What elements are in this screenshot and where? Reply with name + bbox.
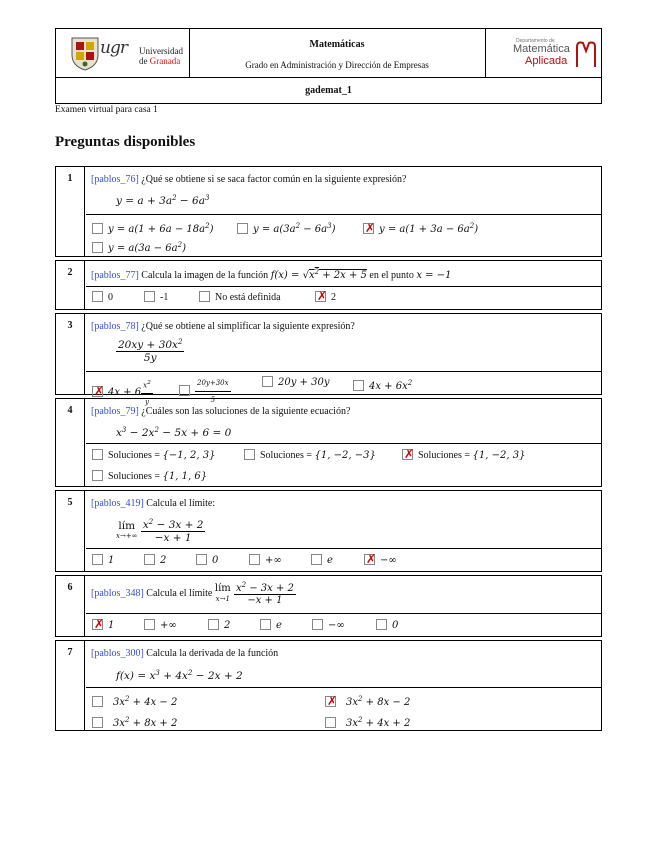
question-number: 1 [56,167,85,256]
question-id[interactable]: [pablos_78] [91,321,139,332]
answer-text: 2 [331,292,336,303]
answer-option-marked[interactable] [325,691,410,707]
question-number: 5 [56,491,85,571]
question-5 [55,490,602,572]
answer-text: $y = a(3a^2 - 6a^3)$ [253,222,336,235]
course-title: Matemáticas [309,39,365,50]
answer-checkbox[interactable] [353,380,364,391]
question-text [91,321,355,332]
university-name-line1: Universidad [139,46,183,56]
answer-checkbox[interactable] [262,376,273,387]
answer-label: Soluciones = [418,450,471,461]
answer-text: 1 [108,620,115,631]
answer-option[interactable] [237,218,335,234]
department-line1: Matemática [513,43,570,55]
department-mark-icon [575,39,597,69]
answer-checkbox-marked[interactable] [402,449,413,460]
question-7 [55,640,602,731]
answer-checkbox[interactable] [92,470,103,481]
answer-option-marked[interactable] [92,618,114,634]
exam-code: gademat_1 [305,85,352,96]
answer-checkbox[interactable] [196,554,207,565]
answer-option[interactable] [179,375,231,404]
question-id[interactable]: [pablos_419] [91,498,144,509]
answer-checkbox[interactable] [179,385,190,396]
department-small-label: Departamento de [516,38,555,44]
answer-text: e [327,555,333,566]
answer-text: 2 [160,555,167,566]
answer-option[interactable] [92,448,215,464]
question-number: 3 [56,314,85,394]
question-formula: $x^3 - 2x^2 - 5x + 6 = 0$ [116,426,232,439]
answer-text: 0 [212,555,219,566]
university-city: Granada [149,56,181,66]
answer-option[interactable] [92,469,207,485]
question-formula: lím x→1 $\frac{x^2 - 3x + 2}{-x + 1}$ [214,581,294,606]
department-line2: Aplicada [525,55,568,67]
answer-option[interactable] [92,553,114,569]
answer-text: 0 [108,292,113,303]
answer-option[interactable] [144,290,168,306]
answer-label: Soluciones = [108,471,161,482]
question-point: x = −1 [416,270,452,281]
answer-text: -1 [160,292,169,303]
question-formula: $f(x) = √x^2 + 2x + 5$ [270,268,367,281]
answer-text: $3x^2 + 4x - 2$ [113,695,178,708]
answer-text: $3x^2 + 8x + 2$ [113,716,178,729]
answer-checkbox[interactable] [311,554,322,565]
answer-option[interactable] [249,553,282,569]
question-text [91,498,215,509]
question-formula: $f(x) = x^3 + 4x^2 - 2x + 2$ [116,669,243,682]
answer-option[interactable] [92,691,177,707]
answer-text: 2 [224,620,231,631]
answer-option[interactable] [92,218,213,234]
question-prompt: Calcula el límite [146,588,213,599]
question-prompt: Calcula la imagen de la función [141,270,269,281]
exam-subtitle: Examen virtual para casa 1 [55,105,158,115]
answer-checkbox-marked[interactable] [325,696,336,707]
answer-option-marked[interactable] [402,448,525,464]
answer-option[interactable] [92,237,186,253]
question-prompt-mid: en el punto [369,270,414,281]
answer-option[interactable] [144,553,166,569]
question-4 [55,398,602,487]
answer-checkbox[interactable] [144,554,155,565]
answer-checkbox[interactable] [325,717,336,728]
answer-checkbox-marked[interactable] [92,619,103,630]
degree-name: Grado en Administración y Dirección de Empresas [245,60,429,70]
answer-text: 20y + 30y [278,377,330,388]
section-title: Preguntas disponibles [55,134,196,150]
answer-text: +∞ [265,555,282,566]
ugr-logo-text: ugr [100,38,127,58]
answer-text: +∞ [160,620,177,631]
answer-option[interactable] [199,290,281,306]
question-number: 6 [56,576,85,636]
question-text [91,648,278,659]
answer-checkbox[interactable] [208,619,219,630]
answer-text: $y = a(1 + 6a - 18a^2)$ [108,222,214,235]
answer-option-marked[interactable] [315,290,336,306]
answer-option[interactable] [260,618,282,634]
answer-text: No está definida [215,292,281,303]
question-prompt: Calcula el límite: [146,498,216,509]
answer-option[interactable] [262,375,329,391]
answer-text: −∞ [328,620,345,631]
answer-checkbox-marked[interactable] [363,223,374,234]
answer-checkbox[interactable] [199,291,210,302]
question-6 [55,575,602,637]
university-name [139,46,183,66]
answer-text: 4x + 6 $\frac{x^2}{y}$ [108,387,153,398]
answer-checkbox[interactable] [312,619,323,630]
answer-option[interactable] [196,553,218,569]
question-number: 7 [56,641,85,730]
answer-text: 1 [108,555,115,566]
answer-text: {−1, 2, 3} [162,450,216,461]
department-logo [485,29,602,77]
question-prompt: ¿Cuáles son las soluciones de la siguiente ecuación? [141,406,351,417]
question-id[interactable]: [pablos_76] [91,174,139,185]
answer-option[interactable] [311,553,333,569]
answer-checkbox[interactable] [244,449,255,460]
answer-text: 0 [392,620,399,631]
answer-checkbox-marked[interactable] [315,291,326,302]
question-number: 2 [56,261,85,309]
answer-text: $\frac{20y+30x}{5}$ [195,386,231,397]
answer-option[interactable] [208,618,230,634]
coat-of-arms-icon [70,35,100,71]
answer-text: {1, −2, −3} [314,450,376,461]
exam-header [55,28,602,104]
answer-text: $3x^2 + 8x - 2$ [346,695,411,708]
answer-checkbox[interactable] [249,554,260,565]
answer-option[interactable] [92,290,113,306]
answer-checkbox[interactable] [92,223,103,234]
answer-checkbox[interactable] [144,619,155,630]
question-prompt: Calcula la derivada de la función [146,648,279,659]
answer-text: $3x^2 + 4x + 2$ [346,716,411,729]
answer-text: {1, 1, 6} [162,471,208,482]
university-logo [56,29,190,77]
answer-text: e [276,620,282,631]
answer-checkbox[interactable] [376,619,387,630]
question-formula: $\frac{20xy + 30x^2}{5y}$ [118,338,183,364]
answer-checkbox[interactable] [260,619,271,630]
question-text [91,268,451,281]
question-2 [55,260,602,310]
question-id[interactable]: [pablos_77] [91,270,139,281]
answer-option[interactable] [244,448,376,464]
answer-checkbox[interactable] [237,223,248,234]
answer-text: $y = a(3a - 6a^2)$ [108,241,187,254]
answer-checkbox[interactable] [92,449,103,460]
answer-checkbox-marked[interactable] [364,554,375,565]
answer-text: −∞ [380,555,397,566]
answer-checkbox[interactable] [144,291,155,302]
university-name-line2 [139,56,183,66]
answer-checkbox[interactable] [92,242,103,253]
answer-checkbox[interactable] [92,696,103,707]
answer-checkbox[interactable] [92,291,103,302]
question-number: 4 [56,399,85,486]
question-1 [55,166,602,257]
answer-option[interactable] [312,618,345,634]
question-prompt: ¿Qué se obtiene si se saca factor común en la siguiente expresión? [141,174,407,185]
answer-option[interactable] [144,618,177,634]
answer-text: $4x + 6x^2$ [369,379,413,392]
question-id[interactable]: [pablos_300] [91,648,144,659]
answer-option[interactable] [376,618,398,634]
answer-option-marked[interactable] [363,218,478,234]
question-id[interactable]: [pablos_348] [91,588,144,599]
answer-option[interactable] [92,712,177,728]
header-center [189,29,486,77]
question-prompt: ¿Qué se obtiene al simplificar la siguiente expresión? [141,321,355,332]
question-formula: lím x→+∞ $\frac{x^2 - 3x + 2}{-x + 1}$ [116,518,204,544]
answer-checkbox-marked[interactable] [92,386,103,397]
question-text [91,581,296,606]
answer-text: $y = a(1 + 3a - 6a^2)$ [379,222,479,235]
answer-option-marked[interactable] [364,553,397,569]
answer-option[interactable] [325,712,410,728]
answer-checkbox[interactable] [92,717,103,728]
question-id[interactable]: [pablos_79] [91,406,139,417]
university-de: de [139,56,148,66]
answer-label: Soluciones = [108,450,161,461]
question-3 [55,313,602,407]
answer-option[interactable] [353,375,412,391]
question-formula: $y = a + 3a^2 - 6a^3$ [116,194,210,207]
answer-checkbox[interactable] [92,554,103,565]
answer-label: Soluciones = [260,450,313,461]
answer-text: {1, −2, 3} [472,450,526,461]
answer-option-marked[interactable] [92,375,153,407]
question-text [91,406,350,417]
question-text [91,174,406,185]
